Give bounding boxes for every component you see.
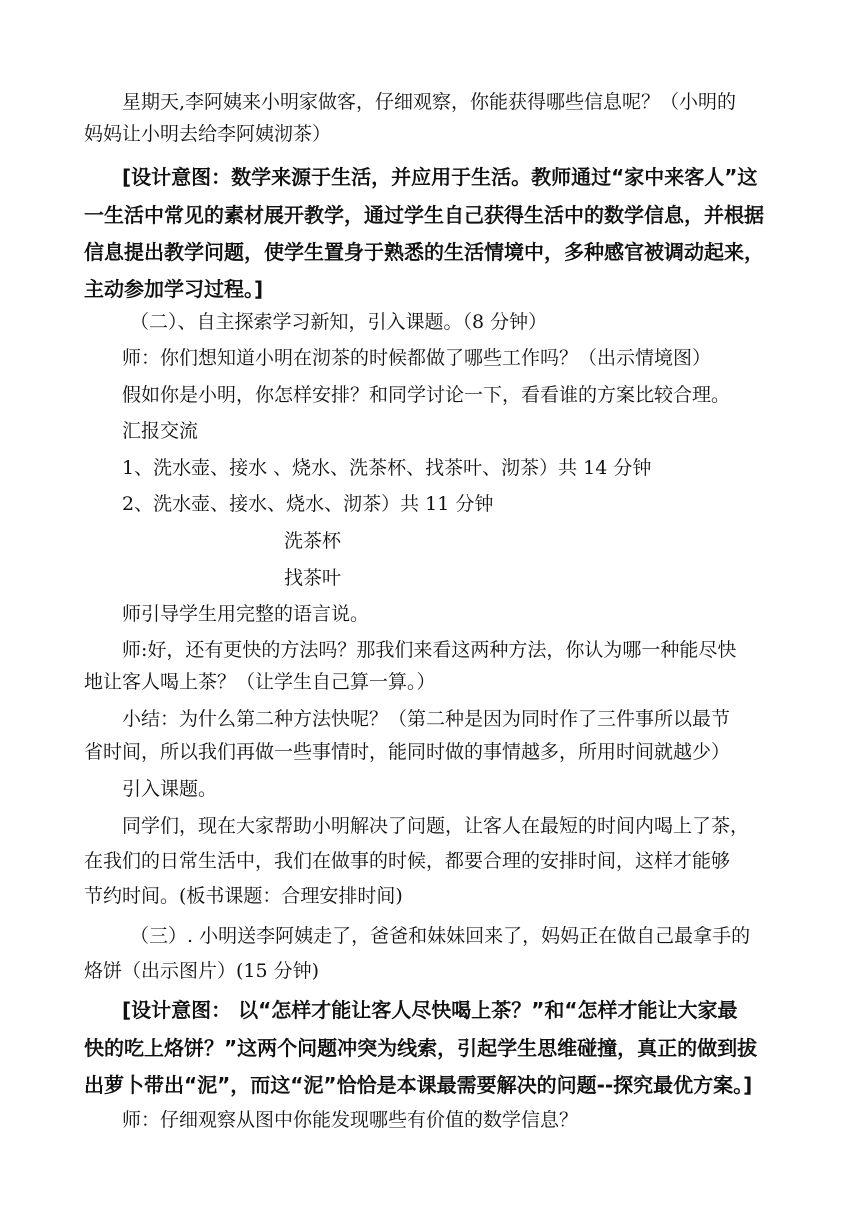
design-intent-line: [设计意图： 以“怎样才能让客人尽快喝上茶？”和“怎样才能让大家最 <box>122 998 738 1022</box>
parallel-task-line: 找茶叶 <box>284 567 342 589</box>
paragraph-line: 假如你是小明，你怎样安排？和同学讨论一下，看看谁的方案比较合理。 <box>122 384 731 406</box>
paragraph-line: 同学们，现在大家帮助小明解决了问题，让客人在最短的时间内喝上了茶， <box>122 815 750 837</box>
paragraph-line: 师：你们想知道小明在沏茶的时候都做了哪些工作吗？（出示情境图） <box>122 347 712 369</box>
paragraph-line: 师：仔细观察从图中你能发现哪些有价值的数学信息？ <box>122 1109 579 1131</box>
paragraph-line: 地让客人喝上茶？（让学生自己算一算。） <box>84 671 436 693</box>
paragraph-line: 汇报交流 <box>122 420 199 442</box>
design-intent-line: 主动参加学习过程。] <box>84 277 264 301</box>
section-heading: （二）、自主探索学习新知，引入课题。（8 分钟） <box>130 311 548 333</box>
paragraph-line: 省时间，所以我们再做一些事情时，能同时做的事情越多，所用时间就越少） <box>84 741 731 763</box>
paragraph-line: 师:好，还有更快的方法吗？那我们来看这两种方法，你认为哪一种能尽快 <box>122 639 737 661</box>
design-intent-line: 信息提出教学问题，使学生置身于熟悉的生活情境中，多种感官被调动起来， <box>84 240 764 264</box>
method-two-line: 2、洗水壶、接水、烧水、沏茶）共 11 分钟 <box>122 493 494 515</box>
paragraph-line: 引入课题。 <box>122 778 218 800</box>
paragraph-line: 烙饼（出示图片）(15 分钟) <box>84 960 320 982</box>
section-heading: （三）. 小明送李阿姨走了，爸爸和妹妹回来了，妈妈正在做自己最拿手的 <box>130 925 751 947</box>
paragraph-line: 在我们的日常生活中，我们在做事的时候，都要合理的安排时间，这样才能够 <box>84 850 731 872</box>
parallel-task-line: 洗茶杯 <box>284 530 342 552</box>
paragraph-line: 小结：为什么第二种方法快呢？（第二种是因为同时作了三件事所以最节 <box>122 708 731 730</box>
design-intent-line: 一生活中常见的素材展开教学，通过学生自己获得生活中的数学信息，并根据 <box>84 203 764 227</box>
design-intent-line: [设计意图：数学来源于生活，并应用于生活。教师通过“家中来客人”这 <box>122 165 758 189</box>
design-intent-line: 快的吃上烙饼？”这两个问题冲突为线索，引起学生思维碰撞，真正的做到拔 <box>84 1036 758 1060</box>
design-intent-line: 出萝卜带出“泥”，而这“泥”恰恰是本课最需要解决的问题--探究最优方案。] <box>84 1073 753 1097</box>
paragraph-line: 节约时间。(板书课题：合理安排时间) <box>84 885 403 907</box>
paragraph-line: 师引导学生用完整的语言说。 <box>122 603 370 625</box>
method-one-line: 1、洗水壶、接水 、烧水、洗茶杯、找茶叶、沏茶）共 14 分钟 <box>122 457 652 479</box>
paragraph-line: 星期天,李阿姨来小明家做客，仔细观察，你能获得哪些信息呢？（小明的 <box>122 91 737 113</box>
paragraph-line: 妈妈让小明去给李阿姨沏茶） <box>84 123 332 145</box>
